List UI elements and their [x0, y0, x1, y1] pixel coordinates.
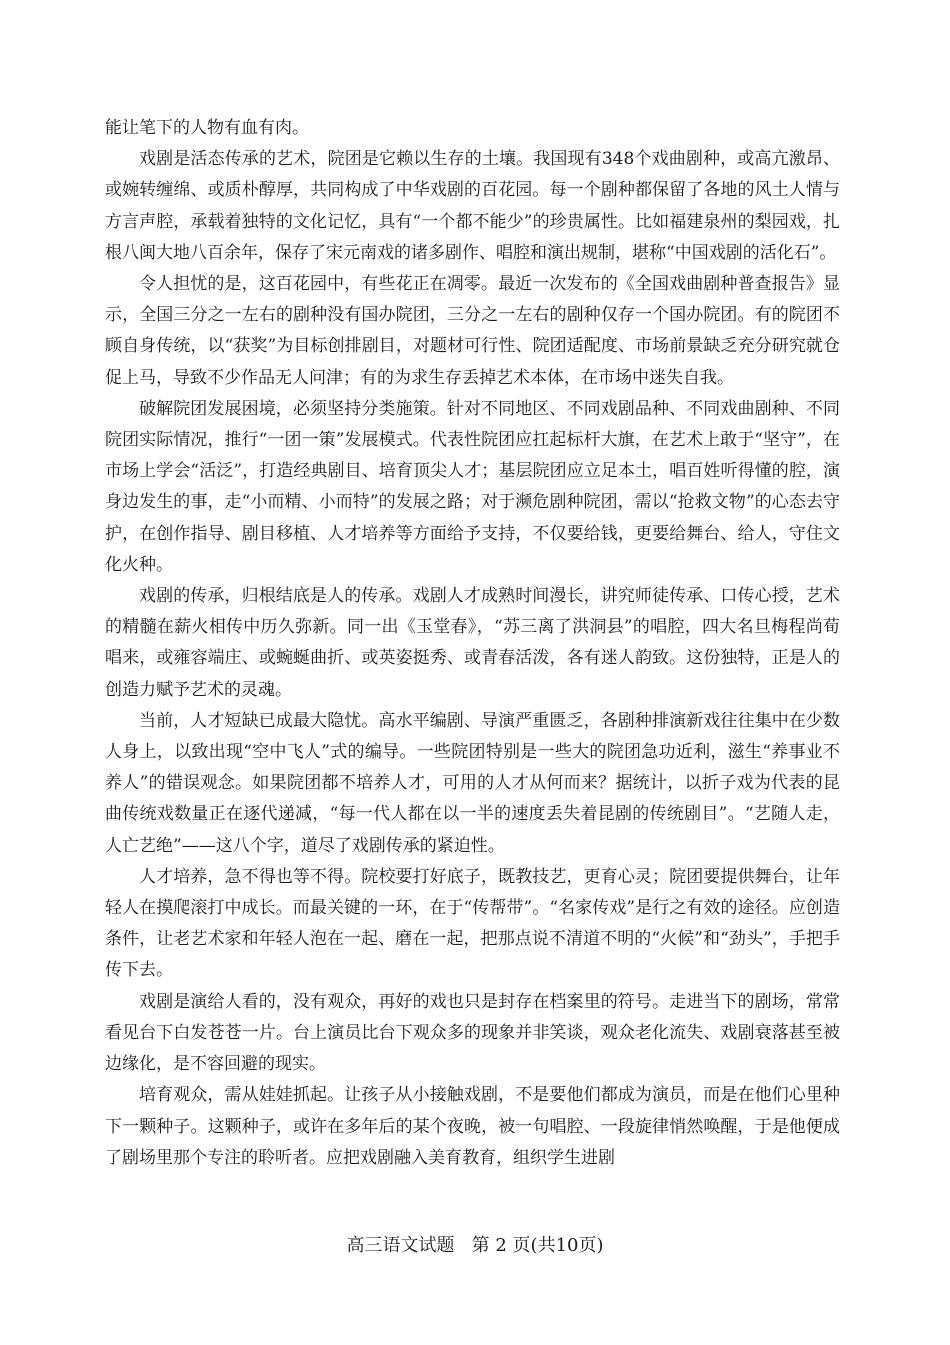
paragraph: 戏剧的传承，归根结底是人的传承。戏剧人才成熟时间漫长，讲究师徒传承、口传心授，艺术的精髓在薪火相传中历久弥新。同一出《玉堂春》，“苏三离了洪洞县”的唱腔，四大名旦梅程尚荀唱来，或雍容端庄、或蜿蜒曲折、或英姿挺秀、或青春活泼，各有迷人韵致。这份独特，正是人的创造力赋予艺术的灵魂。	[105, 586, 840, 700]
page-number: 第 2 页(共10页)	[471, 1235, 604, 1256]
paragraph: 戏剧是活态传承的艺术，院团是它赖以生存的土壤。我国现有348个戏曲剧种，或高亢激昂、或婉转缠绵、或质朴醇厚，共同构成了中华戏剧的百花园。每一个剧种都保留了各地的风土人情与方言声腔，承载着独特的文化记忆，具有“一个都不能少”的珍贵属性。比如福建泉州的梨园戏，扎根八闽大地八百余年，保存了宋元南戏的诸多剧作、唱腔和演出规制，堪称“中国戏剧的活化石”。	[105, 149, 840, 263]
paragraph: 戏剧是演给人看的，没有观众，再好的戏也只是封存在档案里的符号。走进当下的剧场，常常看见台下白发苍苍一片。台上演员比台下观众多的现象并非笑谈，观众老化流失、戏剧衰落甚至被边缘化，是不容回避的现实。	[105, 991, 840, 1075]
paragraph: 令人担忧的是，这百花园中，有些花正在凋零。最近一次发布的《全国戏曲剧种普查报告》显示，全国三分之一左右的剧种没有国办院团，三分之一左右的剧种仅存一个国办院团。有的院团不顾自身传统，以“获奖”为目标创排剧目，对题材可行性、院团适配度、市场前景缺乏充分研究就仓促上马，导致不少作品无人问津；有的为求生存丢掉艺术本体，在市场中迷失自我。	[105, 274, 840, 388]
paragraph: 人才培养，急不得也等不得。院校要打好底子，既教技艺，更育心灵；院团要提供舞台，让年轻人在摸爬滚打中成长。而最关键的一环，在于“传帮带”。“名家传戏”是行之有效的途径。应创造条件，让老艺术家和年轻人泡在一起、磨在一起，把那点说不清道不明的“火候”和“劲头”，手把手传下去。	[105, 866, 840, 981]
exam-title: 高三语文试题	[346, 1235, 455, 1256]
article-body	[105, 113, 840, 1174]
paragraph: 当前，人才短缺已成最大隐忧。高水平编剧、导演严重匮乏，各剧种排演新戏往往集中在少数人身上，以致出现“空中飞人”式的编导。一些院团特别是一些大的院团急功近利，滋生“养事业不养人”的错误观念。如果院团都不培养人才，可用的人才从何而来？据统计，以折子戏为代表的昆曲传统戏数量正在逐代递减，“每一代人都在以一半的速度丢失着昆剧的传统剧目”。“艺随人走，人亡艺绝”——这八个字，道尽了戏剧传承的紧迫性。	[105, 710, 840, 856]
paragraph: 培育观众，需从娃娃抓起。让孩子从小接触戏剧，不是要他们都成为演员，而是在他们心里种下一颗种子。这颗种子，或许在多年后的某个夜晚，被一句唱腔、一段旋律悄然唤醒，于是他便成了剧场里那个专注的聆听者。应把戏剧融入美育教育，组织学生进剧	[105, 1085, 840, 1168]
paragraph: 破解院团发展困境，必须坚持分类施策。针对不同地区、不同戏剧品种、不同戏曲剧种、不同院团实际情况，推行“一团一策”发展模式。代表性院团应扛起标杆大旗，在艺术上敢于“坚守”，在市场上学会“活泛”，打造经典剧目、培育顶尖人才；基层院团应立足本土，唱百姓听得懂的腔，演身边发生的事，走“小而精、小而特”的发展之路；对于濒危剧种院团，需以“抢救文物”的心态去守护，在创作指导、剧目移植、人才培养等方面给予支持，不仅要给钱，更要给舞台、给人，守住文化火种。	[105, 398, 840, 575]
paragraph-continuation: 能让笔下的人物有血有肉。	[105, 118, 309, 138]
page-footer	[0, 1231, 950, 1257]
